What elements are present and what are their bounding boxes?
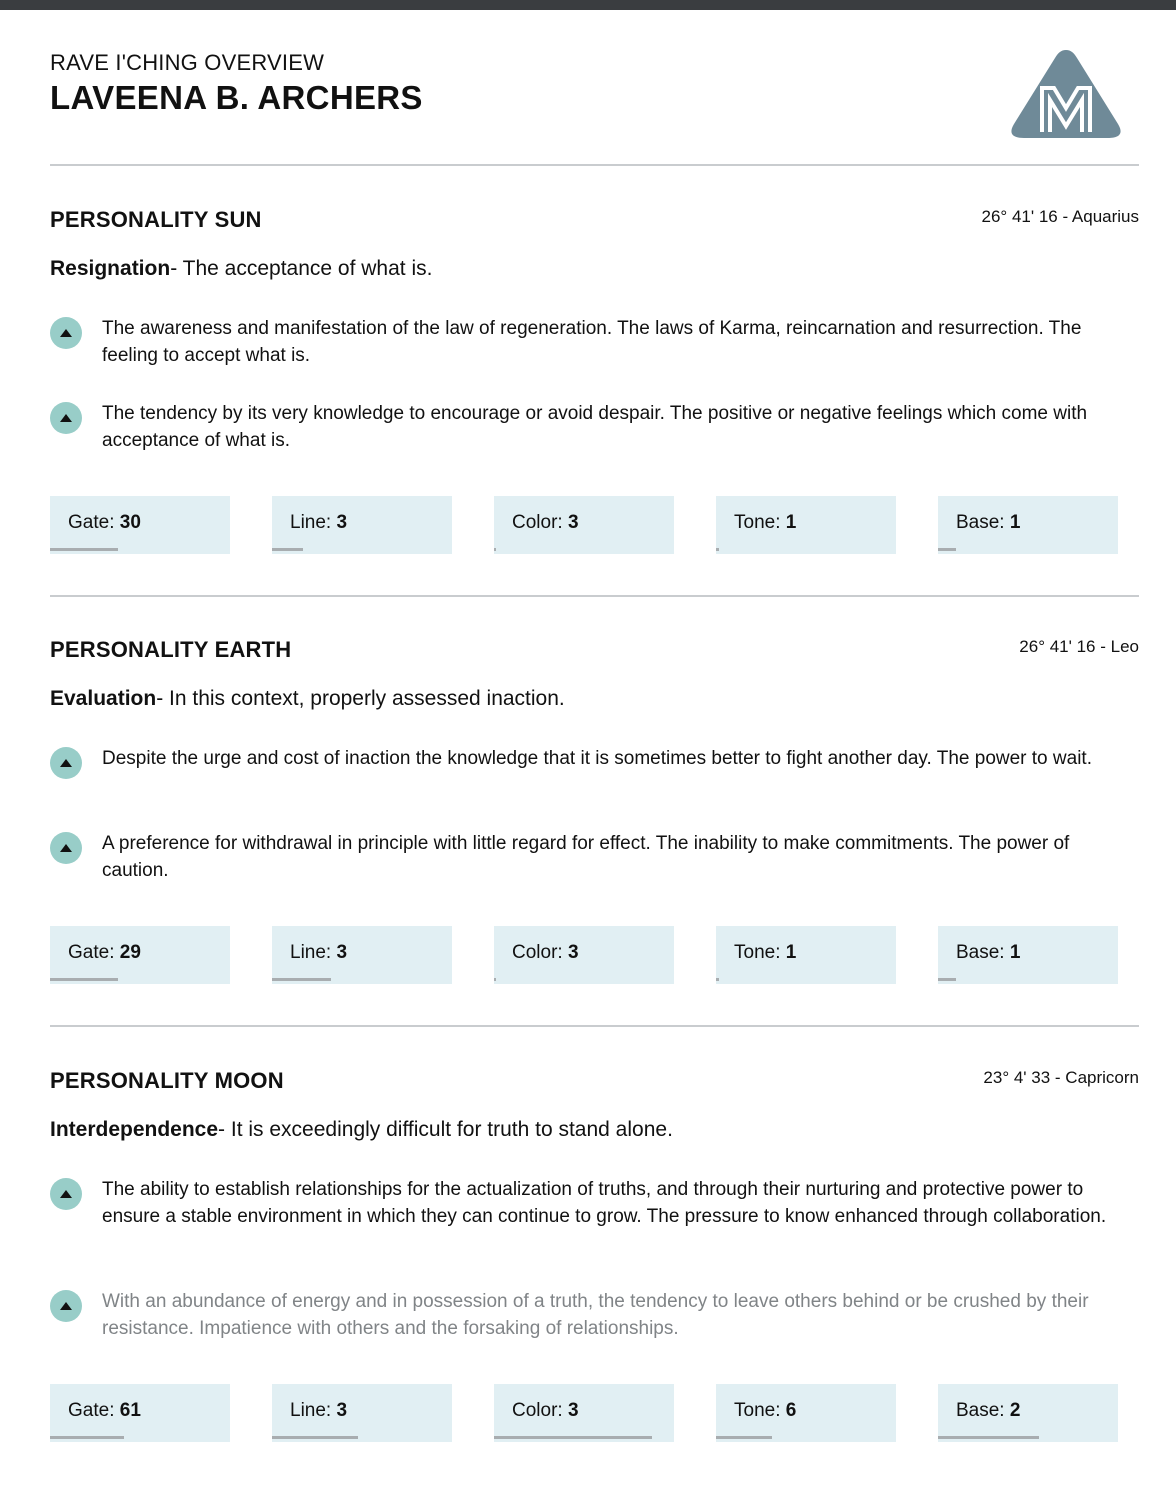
progress-bar (938, 1436, 1039, 1439)
section-divider (50, 1025, 1139, 1027)
triangle-up-icon (50, 1178, 82, 1210)
section-keyword: Resignation (50, 257, 171, 280)
progress-bar (716, 1436, 772, 1439)
stat-box-base: Base: 1 (938, 496, 1118, 554)
section-title: PERSONALITY SUN (50, 207, 262, 232)
section-divider (50, 595, 1139, 597)
section-title: PERSONALITY EARTH (50, 637, 292, 662)
section-description: - The acceptance of what is. (170, 257, 433, 280)
section-position: 26° 41' 16 - Aquarius (981, 207, 1139, 226)
stat-box-gate: Gate: 29 (50, 926, 230, 984)
section-lead (50, 1118, 673, 1142)
list-item-text: With an abundance of energy and in possession of a truth, the tendency to leave others behind or be crushed by their resistance. Impatience with others and the forsaking of relationships. (102, 1291, 1089, 1339)
list-item-text: Despite the urge and cost of inaction the knowledge that it is sometimes better to fight another day. The power to wait. (102, 748, 1092, 769)
section-position: 26° 41' 16 - Leo (1019, 637, 1139, 656)
report-subtitle: RAVE I'CHING OVERVIEW (50, 50, 325, 75)
list-item-text: The tendency by its very knowledge to encourage or avoid despair. The positive or negative feelings which come with acceptance of what is. (102, 403, 1088, 451)
progress-bar (494, 548, 496, 551)
stat-box-color: Color: 3 (494, 1384, 674, 1442)
triangle-up-icon (50, 317, 82, 349)
progress-bar (716, 978, 719, 981)
header-divider (50, 164, 1139, 166)
list-item-text: The ability to establish relationships for the actualization of truths, and through their nurturing and protective power to ensure a stable environment in which they can continue to grow. The pressure to know enhanced through collaboration. (102, 1179, 1107, 1227)
progress-bar (494, 978, 496, 981)
section-lead (50, 687, 565, 711)
stat-box-tone: Tone: 1 (716, 926, 896, 984)
progress-bar (50, 1436, 124, 1439)
stat-box-tone: Tone: 6 (716, 1384, 896, 1442)
page-header (50, 50, 423, 117)
progress-bar (50, 978, 118, 981)
section-personality-moon (50, 1068, 1139, 1421)
stat-box-color: Color: 3 (494, 496, 674, 554)
triangle-up-icon (50, 402, 82, 434)
section-title: PERSONALITY MOON (50, 1068, 284, 1093)
stat-boxes (50, 926, 1139, 986)
progress-bar (272, 548, 303, 551)
mm-triangle-logo-icon (1008, 46, 1124, 140)
section-position: 23° 4' 33 - Capricorn (983, 1068, 1139, 1087)
stat-box-base: Base: 1 (938, 926, 1118, 984)
section-keyword: Evaluation (50, 687, 157, 710)
stat-box-gate: Gate: 61 (50, 1384, 230, 1442)
progress-bar (272, 978, 331, 981)
list-item-text: The awareness and manifestation of the law of regeneration. The laws of Karma, reincarnation and resurrection. The feeling to accept what is. (102, 318, 1082, 366)
progress-bar (50, 548, 118, 551)
section-description: - It is exceedingly difficult for truth to stand alone. (218, 1118, 673, 1141)
triangle-up-icon (50, 832, 82, 864)
stat-box-color: Color: 3 (494, 926, 674, 984)
stat-boxes (50, 496, 1139, 556)
stat-box-tone: Tone: 1 (716, 496, 896, 554)
section-lead (50, 257, 432, 281)
triangle-up-icon (50, 747, 82, 779)
stat-box-gate: Gate: 30 (50, 496, 230, 554)
section-personality-sun (50, 207, 1139, 533)
progress-bar (938, 548, 956, 551)
progress-bar (938, 978, 956, 981)
person-name: LAVEENA B. ARCHERS (50, 79, 423, 116)
section-description: - In this context, properly assessed inaction. (156, 687, 565, 710)
progress-bar (494, 1436, 652, 1439)
stat-box-base: Base: 2 (938, 1384, 1118, 1442)
stat-box-line: Line: 3 (272, 496, 452, 554)
list-item-text: A preference for withdrawal in principle with little regard for effect. The inability to make commitments. The power of caution. (102, 833, 1070, 881)
stat-boxes (50, 1384, 1139, 1444)
stat-box-line: Line: 3 (272, 1384, 452, 1442)
progress-bar (716, 548, 719, 551)
section-keyword: Interdependence (50, 1118, 219, 1141)
stat-box-line: Line: 3 (272, 926, 452, 984)
progress-bar (272, 1436, 358, 1439)
triangle-up-icon (50, 1290, 82, 1322)
top-bar (0, 0, 1176, 10)
section-personality-earth (50, 637, 1139, 963)
